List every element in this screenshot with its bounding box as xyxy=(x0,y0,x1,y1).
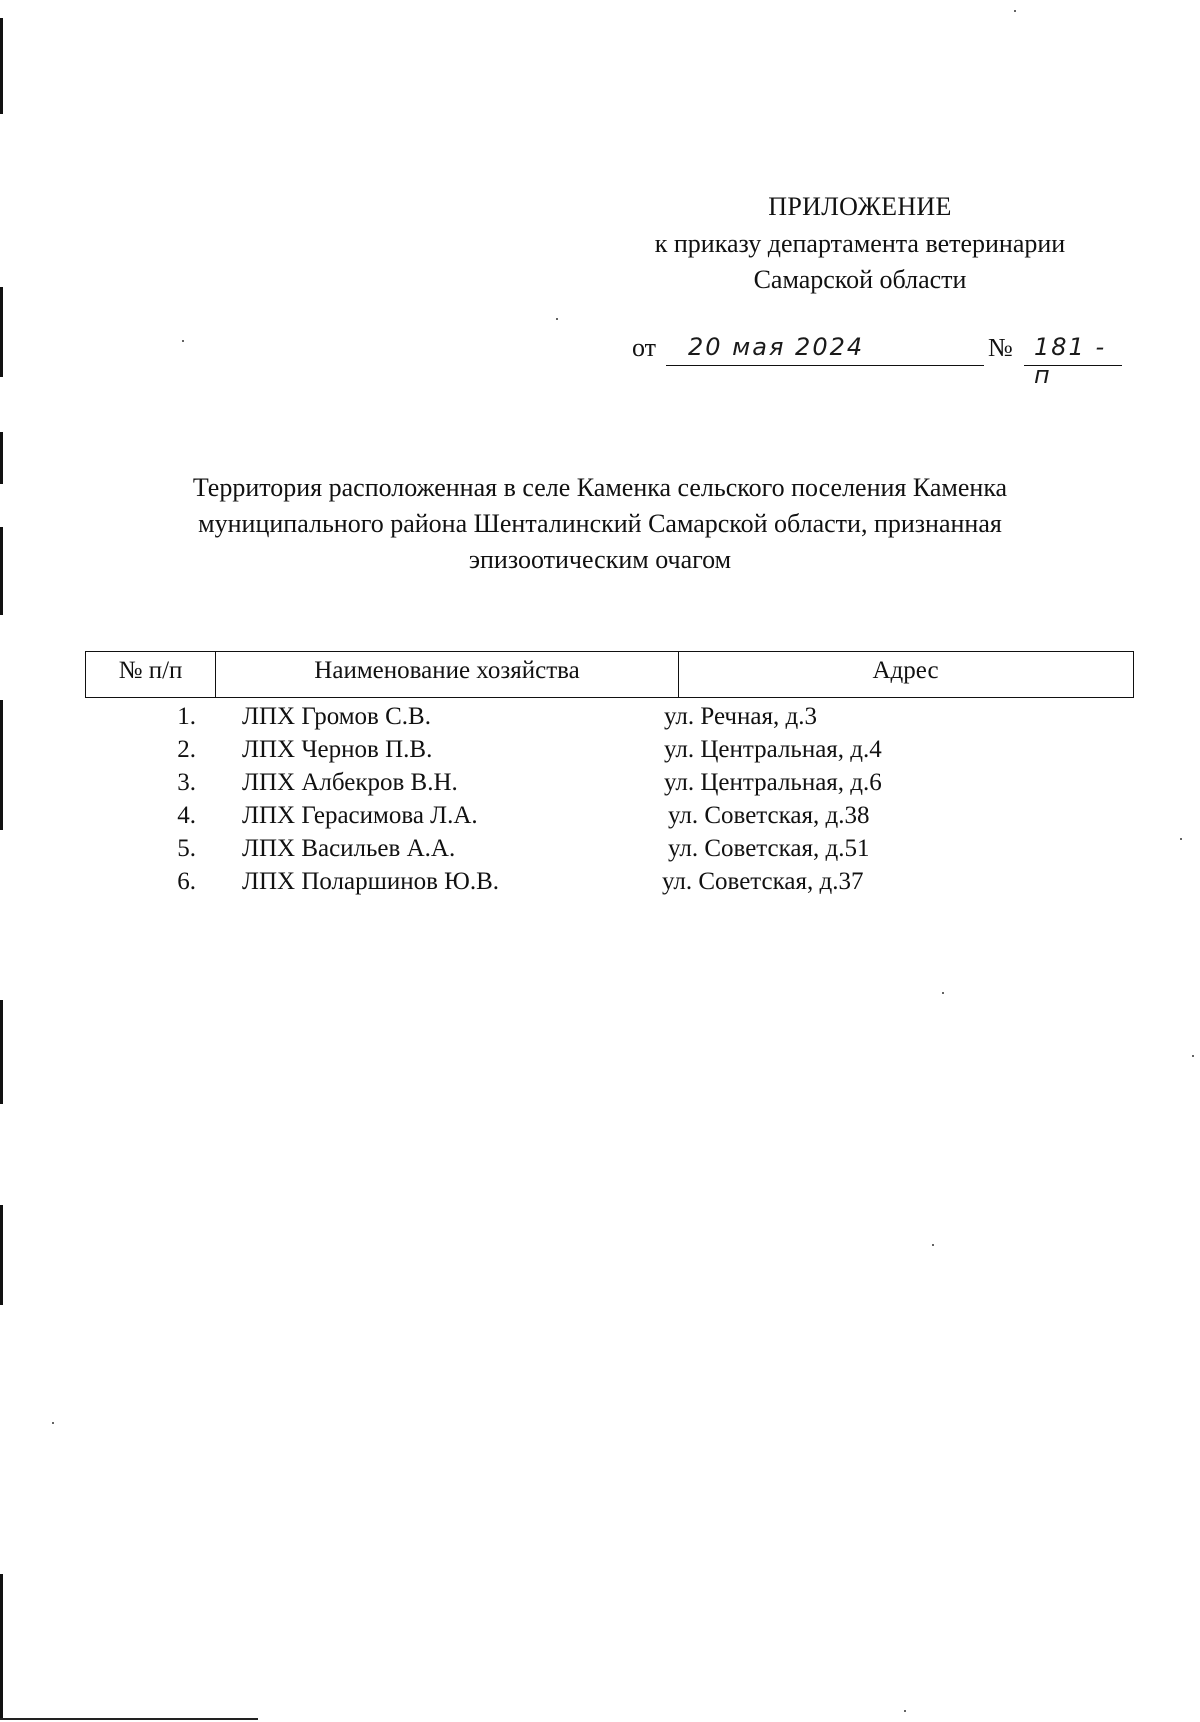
row-address: ул. Советская, д.38 xyxy=(668,802,870,829)
table-row xyxy=(0,868,1200,901)
scan-bottom-line xyxy=(0,1718,258,1720)
order-date-handwritten: 20 мая 2024 xyxy=(688,333,865,361)
scan-edge-mark xyxy=(0,432,3,484)
order-reference xyxy=(632,333,1122,389)
row-address: ул. Центральная, д.4 xyxy=(664,736,882,763)
column-header-name: Наименование хозяйства xyxy=(216,652,679,697)
order-date-field xyxy=(666,333,984,366)
row-number: 3. xyxy=(177,769,196,796)
order-number-handwritten: 181 - п xyxy=(1034,333,1107,389)
scan-speck xyxy=(52,1422,54,1424)
table-header xyxy=(85,651,1134,698)
heading-line: муниципального района Шенталинский Самарской области, признанная xyxy=(198,509,1002,538)
row-address: ул. Речная, д.3 xyxy=(664,703,817,730)
table-row xyxy=(0,769,1200,802)
row-address: ул. Советская, д.37 xyxy=(662,868,864,895)
table-row xyxy=(0,802,1200,835)
scan-speck xyxy=(1192,1055,1194,1057)
row-farm-name: ЛПХ Громов С.В. xyxy=(242,703,431,730)
annex-subtitle-line: к приказу департамента ветеринарии xyxy=(654,229,1066,258)
table-row xyxy=(0,703,1200,736)
row-farm-name: ЛПХ Чернов П.В. xyxy=(242,736,433,763)
scan-edge-mark xyxy=(0,287,3,377)
row-farm-name: ЛПХ Албекров В.Н. xyxy=(242,769,458,796)
row-farm-name: ЛПХ Васильев А.А. xyxy=(242,835,456,862)
row-number: 1. xyxy=(177,703,196,730)
annex-subtitle-line: Самарской области xyxy=(753,265,967,294)
scan-edge-mark xyxy=(0,1574,3,1720)
row-address: ул. Советская, д.51 xyxy=(668,835,870,862)
scan-speck xyxy=(942,992,944,994)
order-number-field xyxy=(1024,333,1122,389)
order-number-label: № xyxy=(988,333,1013,362)
scan-speck xyxy=(182,340,184,342)
row-number: 5. xyxy=(177,835,196,862)
row-number: 6. xyxy=(177,868,196,895)
document-heading xyxy=(150,470,1050,578)
row-number: 2. xyxy=(177,736,196,763)
scan-edge-mark xyxy=(0,18,3,114)
annex-title: ПРИЛОЖЕНИЕ xyxy=(768,192,952,221)
scan-speck xyxy=(1014,10,1016,12)
heading-line: эпизоотическим очагом xyxy=(468,545,732,574)
row-farm-name: ЛПХ Поларшинов Ю.В. xyxy=(242,868,500,895)
scan-speck xyxy=(556,318,558,320)
row-number: 4. xyxy=(177,802,196,829)
order-from-label: от xyxy=(632,333,657,362)
row-farm-name: ЛПХ Герасимова Л.А. xyxy=(242,802,478,829)
column-header-address: Адрес xyxy=(872,657,939,684)
scan-edge-mark xyxy=(0,1000,3,1104)
heading-line: Территория расположенная в селе Каменка сельского поселения Каменка xyxy=(192,473,1008,502)
scan-edge-mark xyxy=(0,527,3,615)
scan-edge-mark xyxy=(0,1205,3,1305)
scan-speck xyxy=(904,1710,906,1712)
scan-speck xyxy=(932,1244,934,1246)
row-address: ул. Центральная, д.6 xyxy=(664,769,882,796)
table-row xyxy=(0,736,1200,769)
column-header-number: № п/п xyxy=(86,652,216,697)
table-row xyxy=(0,835,1200,868)
